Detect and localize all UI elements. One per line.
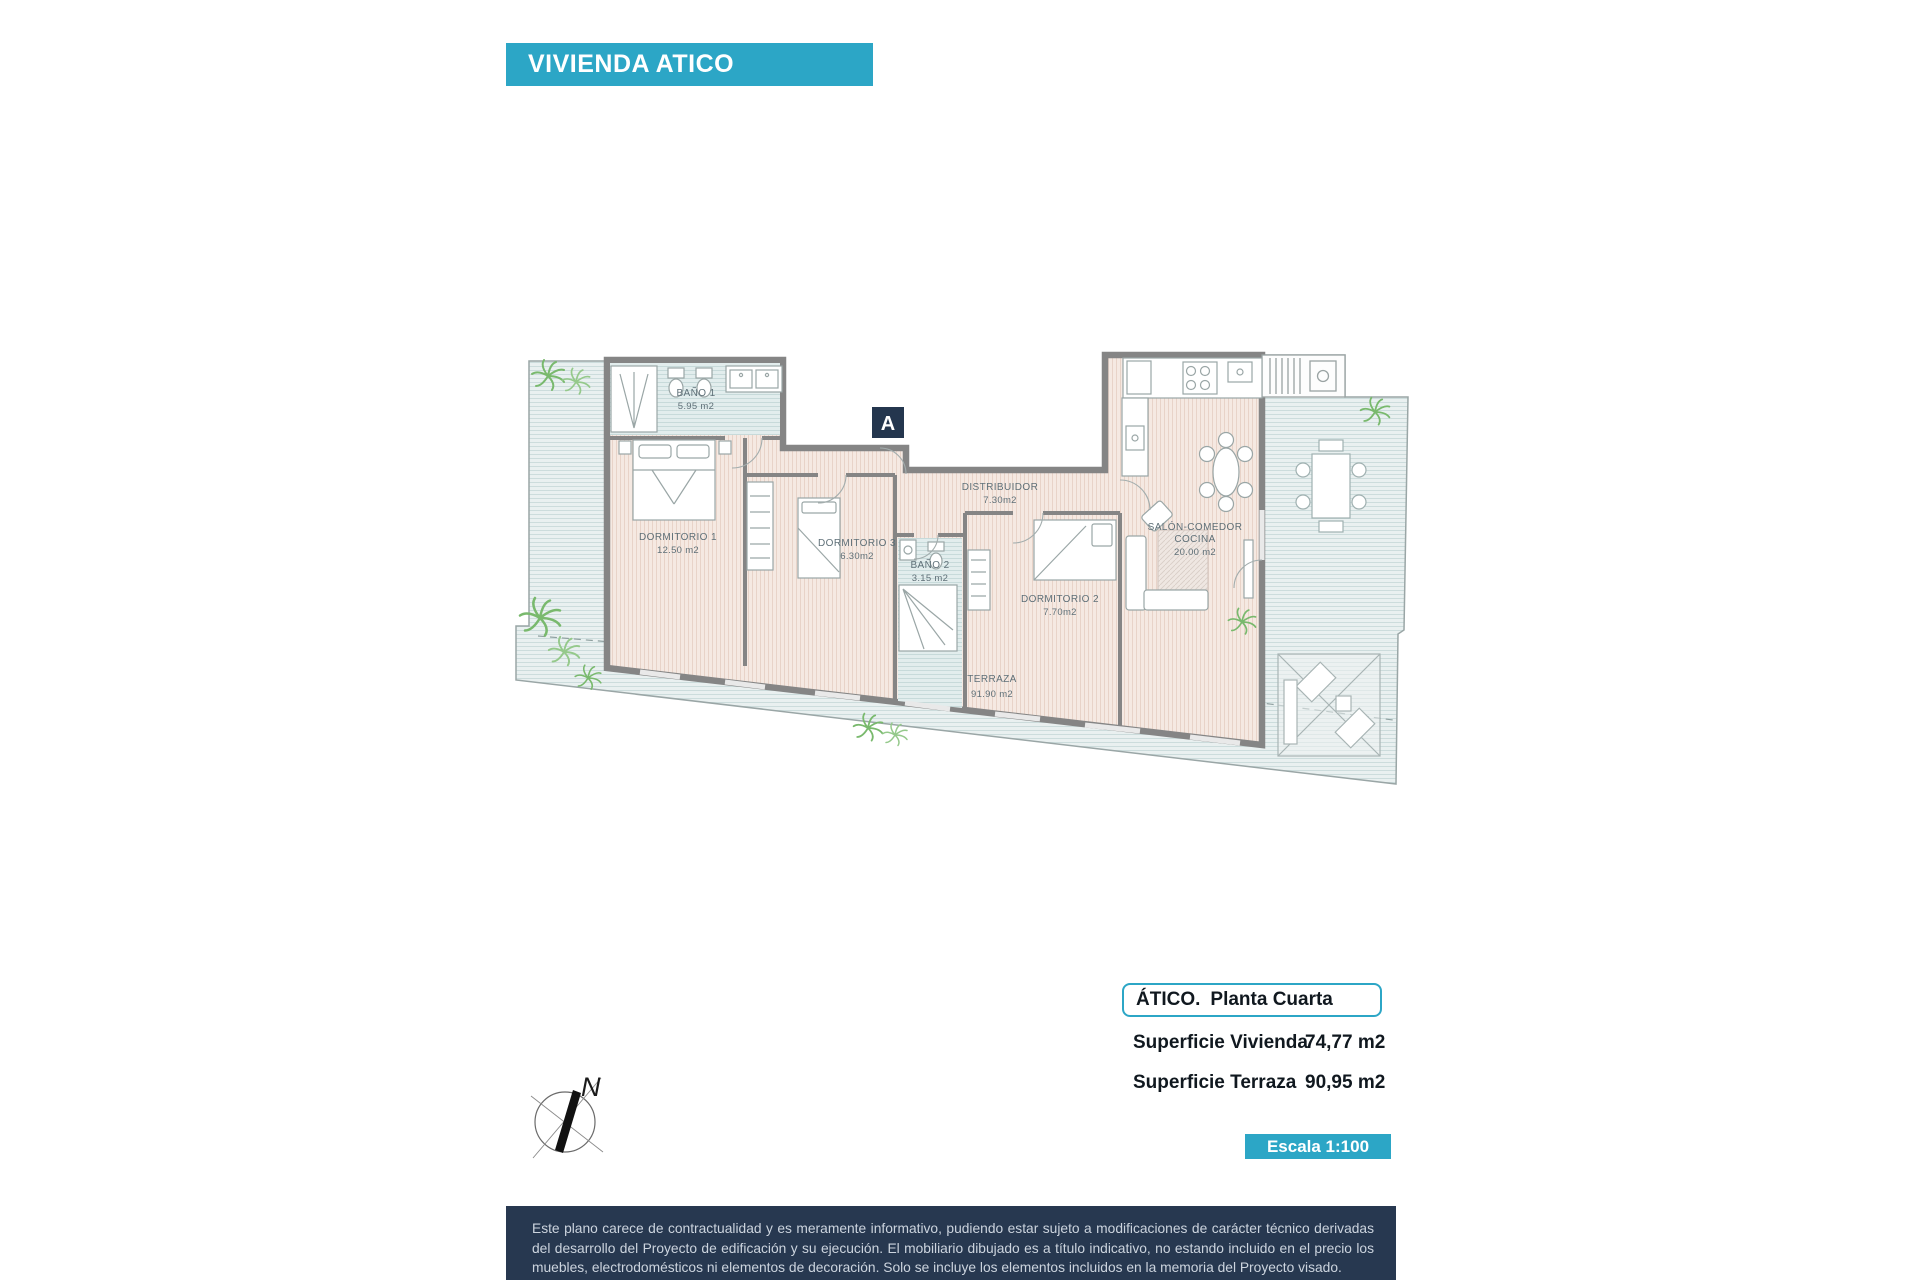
svg-text:7.30m2: 7.30m2 <box>983 495 1017 506</box>
compass-n-label: N <box>581 1072 601 1102</box>
svg-text:5.95 m2: 5.95 m2 <box>677 401 715 412</box>
unit-badge-letter: A <box>880 413 896 435</box>
surface-vivienda-label: Superficie Vivienda <box>1133 1032 1308 1053</box>
surface-terraza-value: 90,95 m2 <box>1305 1072 1386 1093</box>
title-banner: VIVIENDA ATICO <box>506 43 873 86</box>
label-bano1: BAÑO 1 <box>676 388 716 399</box>
info-heading-atico: ÁTICO. <box>1136 989 1201 1010</box>
floor-plan <box>500 330 1420 810</box>
info-box <box>1122 983 1382 1017</box>
stairwell-annex <box>1262 355 1345 397</box>
svg-text:COCINA: COCINA <box>1174 534 1216 545</box>
label-distribuidor: DISTRIBUIDOR <box>961 482 1039 493</box>
info-heading-planta: Planta Cuarta <box>1210 989 1333 1010</box>
label-bano2: BAÑO 2 <box>910 560 950 571</box>
surface-vivienda-row <box>1133 1032 1395 1056</box>
svg-text:91.90 m2: 91.90 m2 <box>970 689 1014 700</box>
surface-terraza-label: Superficie Terraza <box>1133 1072 1297 1093</box>
surface-terraza-row <box>1133 1072 1395 1096</box>
svg-text:20.00 m2: 20.00 m2 <box>1173 547 1217 558</box>
label-terraza: TERRAZA <box>967 674 1017 685</box>
compass-needle <box>555 1090 581 1153</box>
scale-badge: Escala 1:100 <box>1245 1134 1391 1159</box>
label-salon: SALÓN-COMEDOR <box>1147 522 1243 533</box>
svg-text:12.50 m2: 12.50 m2 <box>656 545 700 556</box>
pergola <box>1278 654 1380 756</box>
surface-vivienda-value: 74,77 m2 <box>1305 1032 1386 1053</box>
svg-text:3.15 m2: 3.15 m2 <box>911 573 949 584</box>
label-dormitorio3: DORMITORIO 3 <box>818 538 896 549</box>
svg-text:7.70m2: 7.70m2 <box>1043 607 1077 618</box>
svg-text:6.30m2: 6.30m2 <box>840 551 874 562</box>
north-compass <box>515 1058 645 1188</box>
unit-badge <box>872 407 904 438</box>
disclaimer-bar: Este plano carece de contractualidad y es meramente informativo, pudiendo estar sujeto a modificaciones de carácter técnico derivadas del desarrollo del Proyecto de edificación y su ejecución. El mobiliario dibujado es a título indicativo, no estando incluido en el precio los muebles, electrodomésticos ni elementos de decoración. Solo se incluye los elementos incluidos en la memoria del Proyecto visado. <box>506 1206 1396 1280</box>
label-dormitorio1: DORMITORIO 1 <box>639 532 717 543</box>
label-dormitorio2: DORMITORIO 2 <box>1021 594 1099 605</box>
